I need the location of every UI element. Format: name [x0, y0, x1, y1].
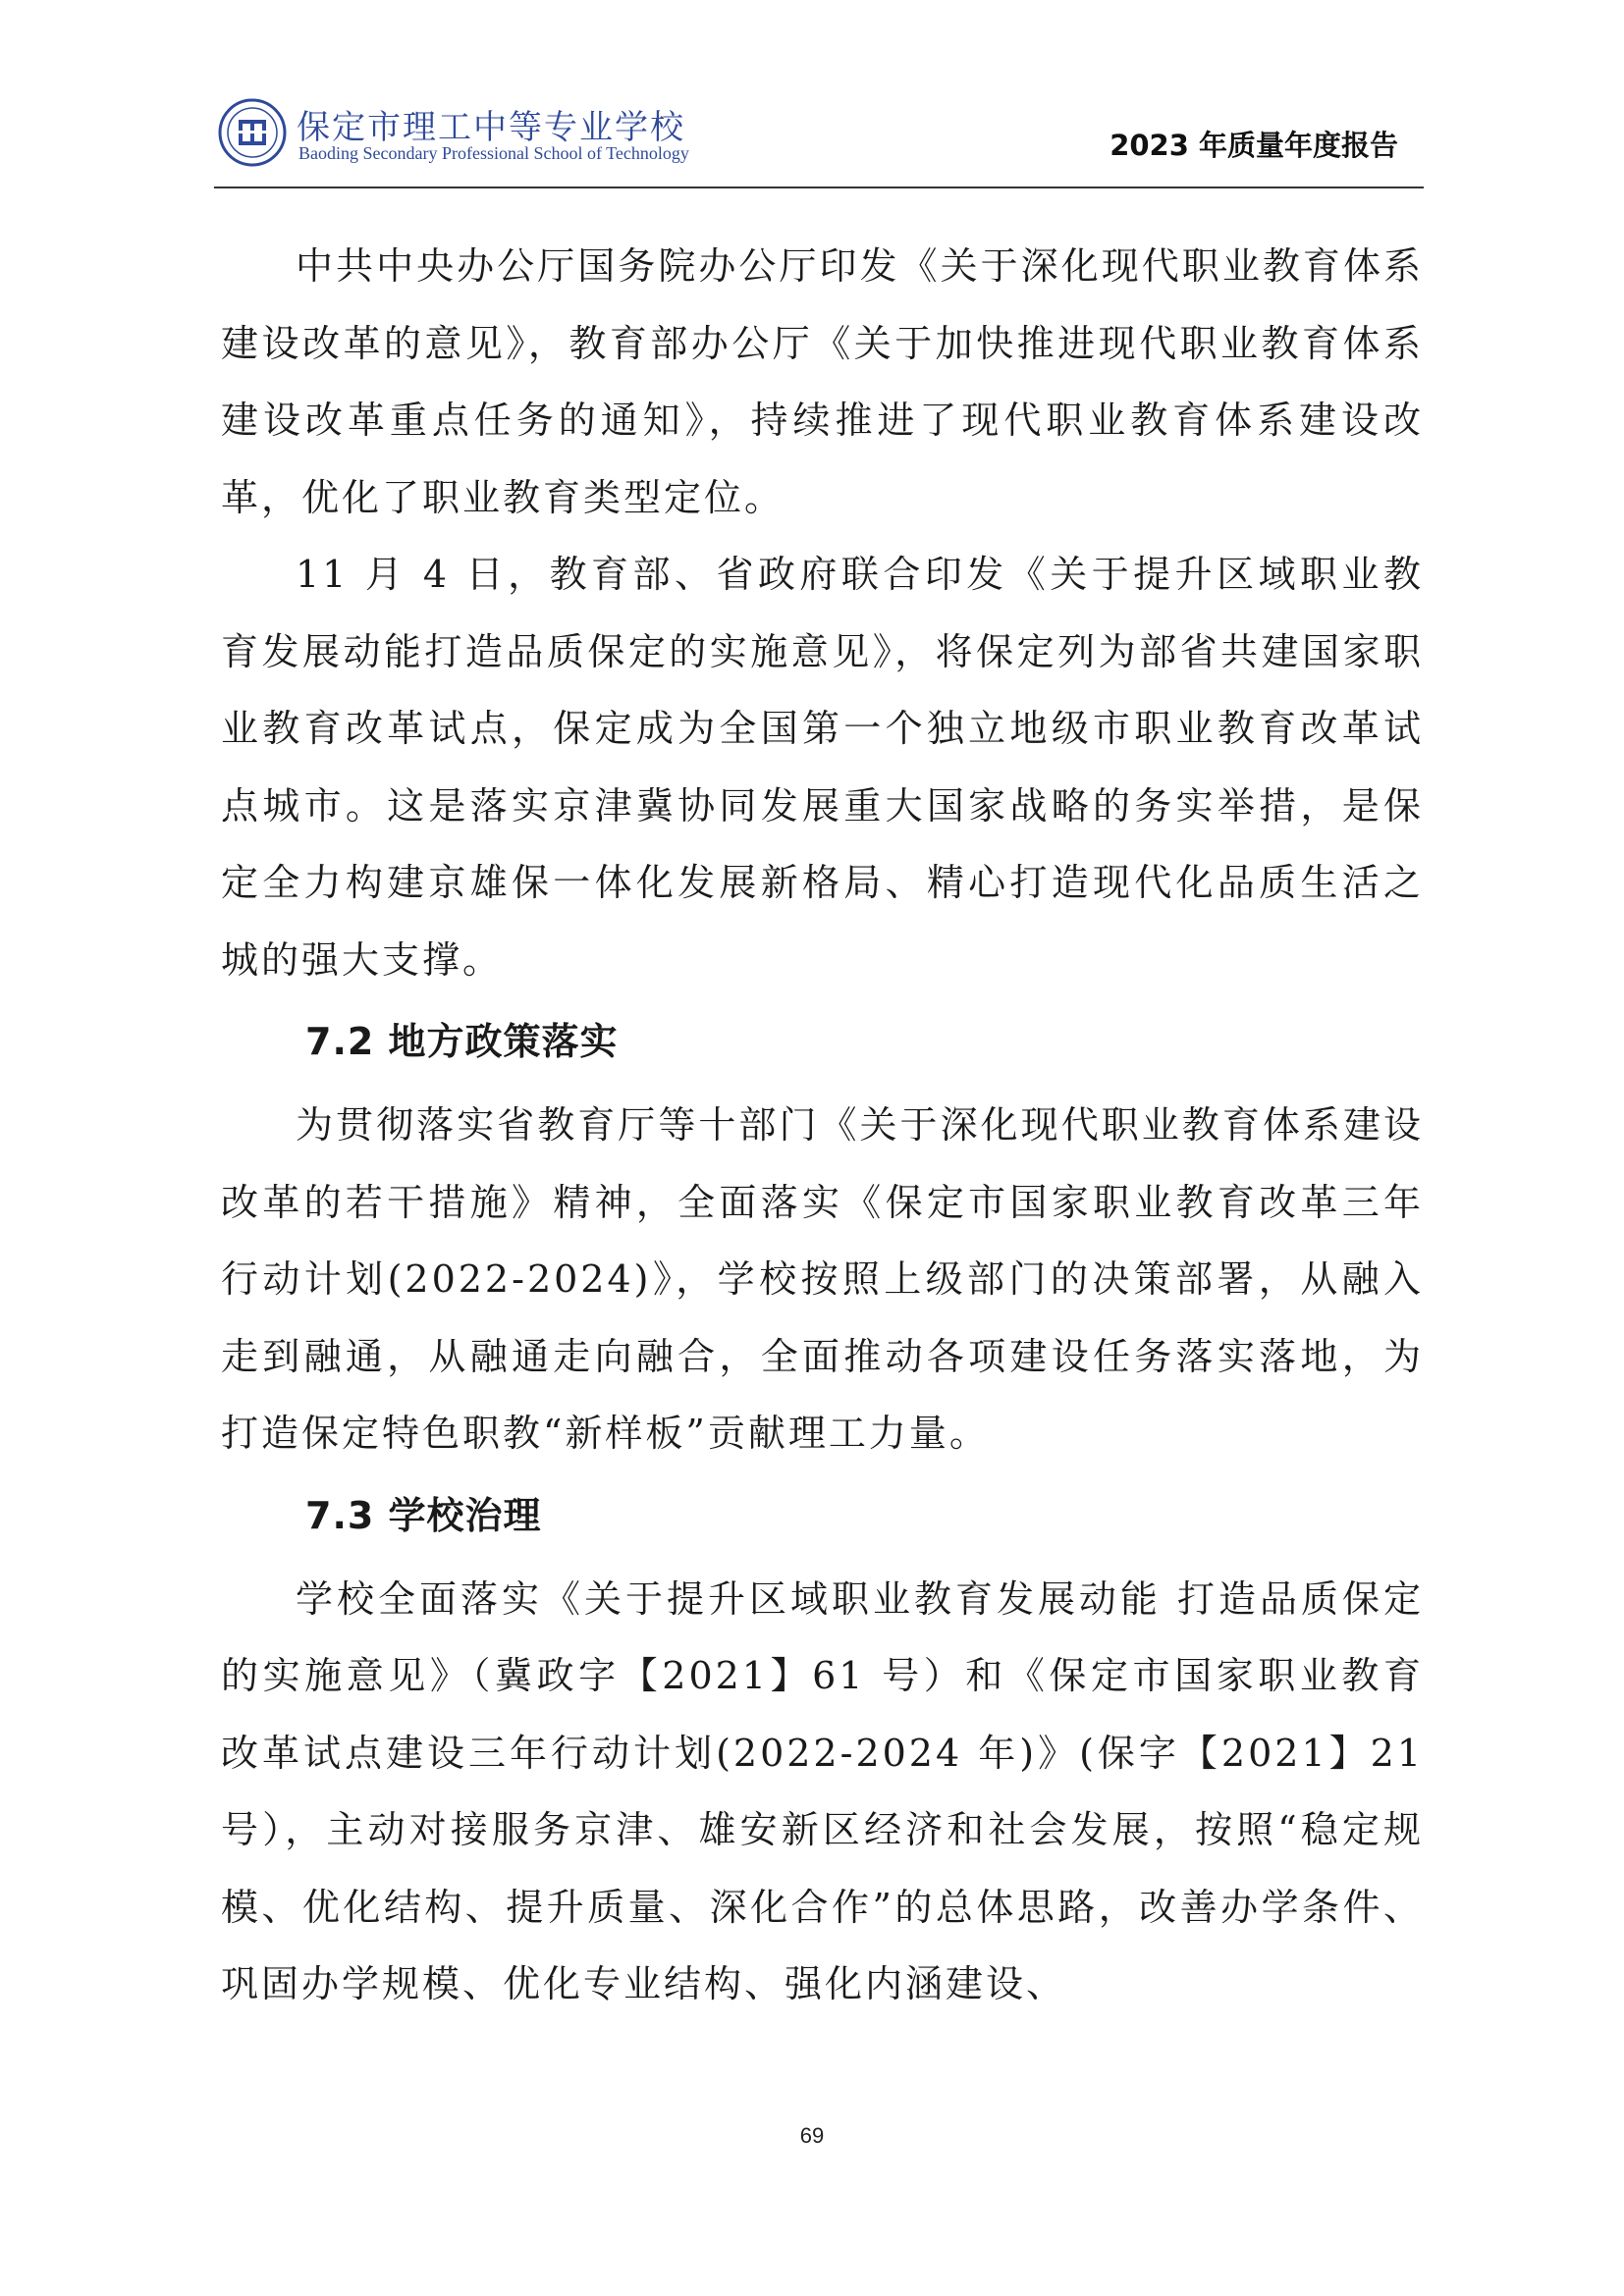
document-body: [221, 228, 1424, 2023]
paragraph-school-governance: 学校全面落实《关于提升区域职业教育发展动能 打造品质保定的实施意见》（冀政字【2021】61 号）和《保定市国家职业教育改革试点建设三年行动计划(2022-2024 年)》(保字【2021】21 号），主动对接服务京津、雄安新区经济和社会发展，按照“稳定规模、优化结构、提升质量、深化合作”的总体思路，改善办学条件、巩固办学规模、优化专业结构、强化内涵建设、: [221, 1576, 1424, 2005]
page-number: 69: [799, 2123, 825, 2148]
report-title: 2023 年质量年度报告: [1110, 129, 1398, 162]
section-heading-7-2: 7.2 地方政策落实: [305, 1020, 619, 1063]
paragraph-local-policy: 为贯彻落实省教育厅等十部门《关于深化现代职业教育体系建设改革的若干措施》精神，全面落实《保定市国家职业教育改革三年行动计划(2022-2024)》，学校按照上级部门的决策部署，从融入走到融通，从融通走向融合，全面推动各项建设任务落实落地，为打造保定特色职教“新样板”贡献理工力量。: [221, 1103, 1424, 1455]
paragraph-policy-reform: 中共中央办公厅国务院办公厅印发《关于深化现代职业教育体系建设改革的意见》，教育部办公厅《关于加快推进现代职业教育体系建设改革重点任务的通知》，持续推进了现代职业教育体系建设改革，优化了职业教育类型定位。: [221, 244, 1424, 519]
school-name-cn: 保定市理工中等专业学校: [297, 108, 685, 147]
section-heading-7-3: 7.3 学校治理: [305, 1493, 542, 1537]
page-header: [214, 94, 1424, 188]
school-emblem-icon: [218, 98, 287, 167]
school-name-en: Baoding Secondary Professional School of Technology: [298, 143, 689, 163]
paragraph-pilot-city: 11 月 4 日，教育部、省政府联合印发《关于提升区域职业教育发展动能打造品质保定的实施意见》，将保定列为部省共建国家职业教育改革试点，保定成为全国第一个独立地级市职业教育改革试点城市。这是落实京津冀协同发展重大国家战略的务实举措，是保定全力构建京雄保一体化发展新格局、精心打造现代化品质生活之城的强大支撑。: [221, 553, 1424, 982]
